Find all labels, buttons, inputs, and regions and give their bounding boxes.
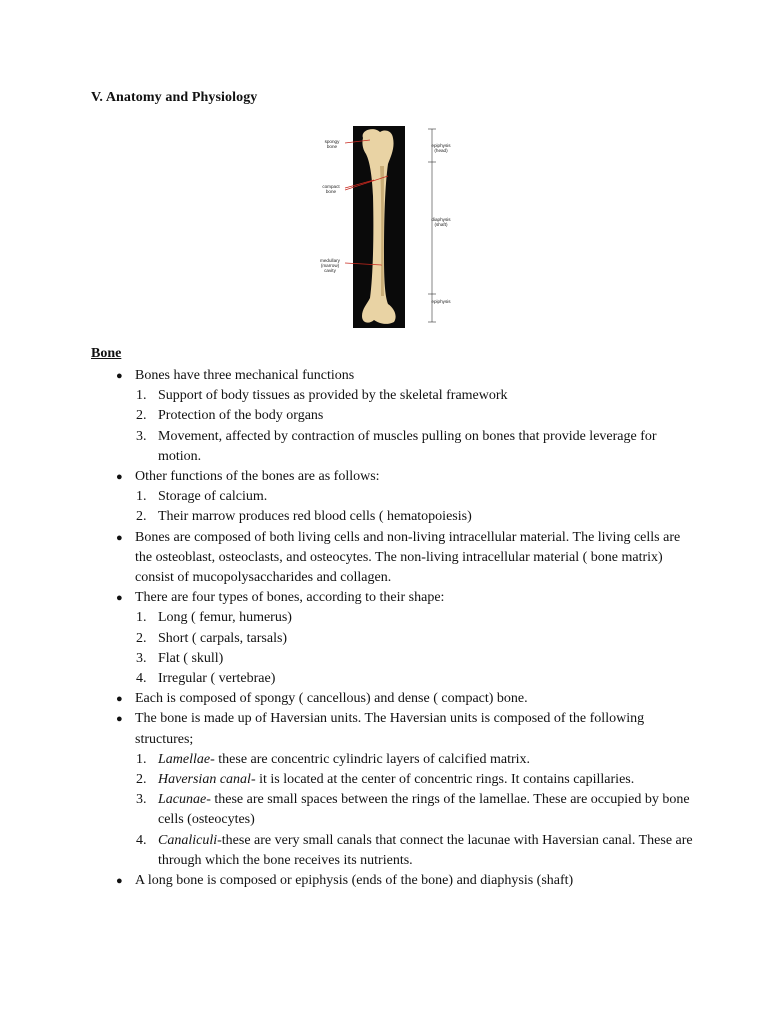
item-term: Lacunae [158, 792, 207, 808]
item-text: A long bone is composed or epiphysis (ends of the bone) and diaphysis (shaft) [135, 873, 574, 889]
bullet-icon: ● [116, 713, 123, 726]
item-text: Bones are composed of both living cells and non-living intracellular material. The living cells are the osteoblast, osteoclasts, and osteocytes. The non-living intracellular material ( bone matrix) consist of mucopolysaccharides and collagen. [135, 529, 681, 586]
item-text: Each is composed of spongy ( cancellous) and dense ( compact) bone. [135, 691, 528, 707]
item-number: 1. [136, 610, 147, 626]
numbered-item [113, 629, 693, 649]
item-text: Other functions of the bones are as follows: [135, 469, 380, 485]
bone-list [113, 366, 693, 891]
numbered-item [113, 386, 693, 406]
item-text: There are four types of bones, according to their shape: [135, 590, 445, 606]
label-epiphysis-lower: epiphysis [431, 299, 451, 304]
numbered-item [113, 487, 693, 507]
bullet-icon: ● [116, 531, 123, 544]
item-number: 2. [136, 408, 147, 424]
label-spongy-bone: spongy bone [324, 139, 340, 149]
item-text: Bones have three mechanical functions [135, 368, 355, 383]
bullet-item [113, 467, 693, 487]
item-text [113, 831, 693, 871]
item-term: Haversian canal [158, 772, 251, 788]
section-title-bone: Bone [91, 346, 122, 361]
item-definition: - it is located at the center of concentric rings. It contains capillaries. [250, 772, 635, 788]
label-diaphysis: diaphysis (shaft) [431, 217, 451, 227]
numbered-item [113, 770, 693, 790]
bullet-icon: ● [116, 592, 123, 605]
femur-diagram [318, 126, 458, 328]
bullet-icon: ● [116, 471, 123, 484]
label-compact-bone: compact bone [322, 184, 340, 194]
item-text [113, 790, 693, 830]
bullet-icon: ● [116, 875, 123, 888]
item-number: 4. [136, 832, 147, 848]
bullet-icon: ● [116, 693, 123, 706]
numbered-item [113, 608, 693, 628]
numbered-item [113, 427, 693, 467]
item-number: 3. [136, 650, 147, 666]
item-text: Irregular ( vertebrae) [158, 671, 276, 687]
numbered-item [113, 507, 693, 527]
item-number: 3. [136, 428, 147, 444]
item-number: 1. [136, 388, 147, 404]
item-text: Flat ( skull) [158, 650, 224, 666]
bullet-item [113, 588, 693, 608]
item-text [113, 750, 693, 770]
item-number: 1. [136, 489, 147, 505]
numbered-item [113, 406, 693, 426]
item-text [113, 770, 693, 790]
numbered-item [113, 669, 693, 689]
item-number: 2. [136, 630, 147, 646]
item-number: 4. [136, 671, 147, 687]
item-term: Lamellae [158, 751, 211, 767]
item-number: 2. [136, 509, 147, 525]
bullet-item [113, 709, 693, 749]
item-text: Movement, affected by contraction of muscles pulling on bones that provide leverage for motion. [158, 428, 657, 464]
numbered-item [113, 831, 693, 871]
item-definition: -these are very small canals that connect the lacunae with Haversian canal. These are through which the bone receives its nutrients. [158, 832, 693, 868]
item-text: The bone is made up of Haversian units. The Haversian units is composed of the following structures; [135, 711, 645, 747]
item-definition: - these are small spaces between the rings of the lamellae. These are occupied by bone cells (osteocytes) [158, 792, 690, 828]
item-text: Long ( femur, humerus) [158, 610, 292, 626]
item-text: Support of body tissues as provided by the skeletal framework [158, 388, 508, 404]
item-definition: - these are concentric cylindric layers of calcified matrix. [210, 751, 531, 767]
bullet-item [113, 689, 693, 709]
item-text: Their marrow produces red blood cells ( hematopoiesis) [158, 509, 472, 525]
label-epiphysis-head: epiphysis (head) [431, 143, 451, 153]
item-text: Storage of calcium. [158, 489, 268, 505]
item-number: 2. [136, 772, 147, 788]
item-term: Canaliculi [158, 832, 218, 848]
label-medullary-cavity: medullary (marrow) cavity [320, 258, 340, 273]
item-number: 1. [136, 751, 147, 767]
numbered-item [113, 750, 693, 770]
bullet-item [113, 528, 693, 589]
numbered-item [113, 649, 693, 669]
numbered-item [113, 790, 693, 830]
item-text: Short ( carpals, tarsals) [158, 630, 288, 646]
item-number: 3. [136, 792, 147, 808]
bullet-item [113, 871, 693, 891]
bullet-icon: ● [116, 370, 123, 382]
page-heading: V. Anatomy and Physiology [91, 90, 258, 105]
item-text: Protection of the body organs [158, 408, 324, 424]
bullet-item [113, 366, 693, 386]
femur-illustration [318, 126, 458, 328]
